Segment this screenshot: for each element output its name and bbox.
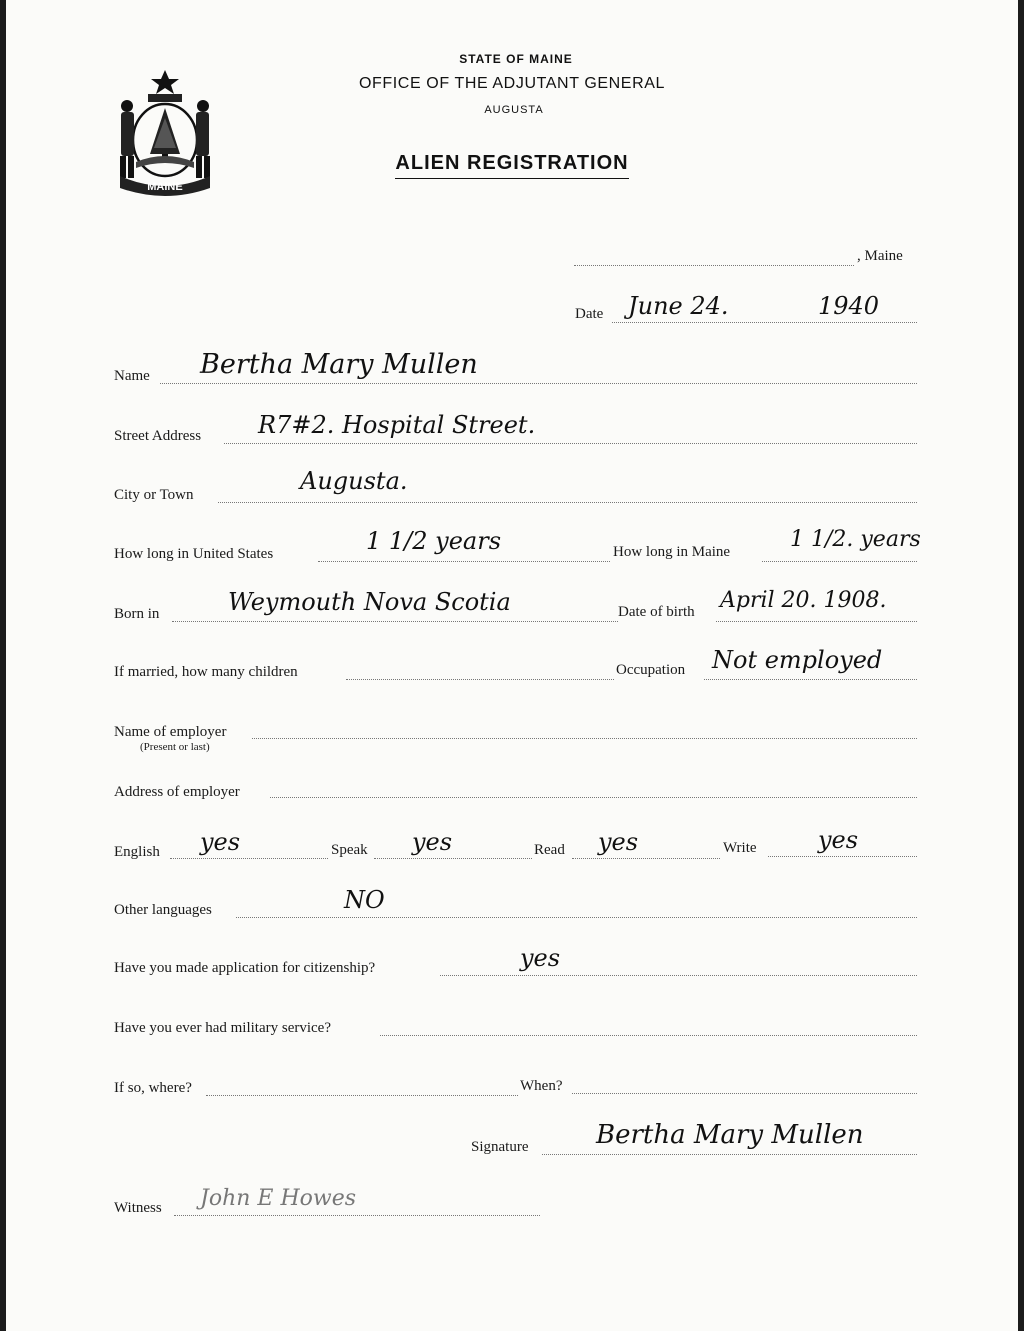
name-value: Bertha Mary Mullen	[200, 349, 478, 380]
witness-dots	[174, 1215, 540, 1216]
date-of-birth-dots	[716, 621, 917, 622]
header-state: STATE OF MAINE	[459, 52, 573, 66]
how-long-maine-label: How long in Maine	[613, 544, 731, 560]
date-value-month-day: June 24.	[628, 292, 729, 320]
citizenship-value: yes	[520, 944, 561, 972]
employer-address-label: Address of employer	[114, 784, 240, 800]
when-label: When?	[520, 1078, 563, 1094]
date-of-birth-value: April 20. 1908.	[720, 588, 887, 613]
how-long-maine-dots	[762, 561, 917, 562]
read-dots	[572, 858, 720, 859]
children-dots	[346, 679, 614, 680]
english-label: English	[114, 844, 160, 860]
date-label: Date	[575, 306, 604, 322]
speak-value: yes	[412, 828, 453, 856]
how-long-us-dots	[318, 561, 610, 562]
military-label: Have you ever had military service?	[114, 1020, 331, 1036]
children-label: If married, how many children	[114, 664, 298, 680]
date-value-year: 1940	[818, 292, 880, 320]
maine-suffix: , Maine	[857, 248, 903, 264]
witness-label: Witness	[114, 1200, 162, 1216]
seal-banner-text: MAINE	[147, 181, 183, 193]
town-dots	[574, 265, 854, 266]
signature-dots	[542, 1154, 917, 1155]
other-languages-value: NO	[344, 886, 385, 914]
military-dots	[380, 1035, 917, 1036]
form-title	[0, 152, 1024, 175]
born-in-label: Born in	[114, 606, 160, 622]
street-value: R7#2. Hospital Street.	[258, 411, 536, 439]
how-long-maine-value: 1 1/2. years	[790, 527, 921, 552]
where-label: If so, where?	[114, 1080, 192, 1096]
born-in-dots	[172, 621, 618, 622]
other-languages-dots	[236, 917, 917, 918]
when-dots	[572, 1093, 917, 1094]
street-dots	[224, 443, 917, 444]
english-value: yes	[200, 828, 241, 856]
city-dots	[218, 502, 917, 503]
signature-value: Bertha Mary Mullen	[596, 1120, 864, 1150]
employer-note: (Present or last)	[140, 741, 210, 753]
write-label: Write	[723, 840, 757, 856]
occupation-value: Not employed	[712, 646, 883, 674]
occupation-dots	[704, 679, 917, 680]
form-title-text: ALIEN REGISTRATION	[395, 152, 628, 179]
write-value: yes	[818, 826, 859, 854]
read-value: yes	[598, 828, 639, 856]
name-dots	[160, 383, 917, 384]
date-dots	[612, 322, 917, 323]
how-long-us-value: 1 1/2 years	[366, 527, 502, 555]
employer-dots	[252, 738, 917, 739]
employer-address-dots	[270, 797, 917, 798]
employer-label: Name of employer	[114, 724, 227, 740]
where-dots	[206, 1095, 518, 1096]
write-dots	[768, 856, 917, 857]
other-languages-label: Other languages	[114, 902, 212, 918]
speak-label: Speak	[331, 842, 368, 858]
how-long-us-label: How long in United States	[114, 546, 274, 562]
citizenship-label: Have you made application for citizenship?	[114, 960, 376, 976]
street-label: Street Address	[114, 428, 202, 444]
city-value: Augusta.	[300, 467, 408, 495]
header-office: OFFICE OF THE ADJUTANT GENERAL	[358, 75, 666, 92]
english-dots	[170, 858, 328, 859]
read-label: Read	[534, 842, 565, 858]
occupation-label: Occupation	[616, 662, 686, 678]
citizenship-dots	[440, 975, 917, 976]
born-in-value: Weymouth Nova Scotia	[228, 588, 511, 616]
city-label: City or Town	[114, 487, 194, 503]
header-city: AUGUSTA	[484, 104, 544, 116]
name-label: Name	[114, 368, 150, 384]
signature-label: Signature	[471, 1139, 529, 1155]
speak-dots	[374, 858, 532, 859]
witness-value: John E Howes	[200, 1186, 357, 1211]
date-of-birth-label: Date of birth	[618, 604, 695, 620]
